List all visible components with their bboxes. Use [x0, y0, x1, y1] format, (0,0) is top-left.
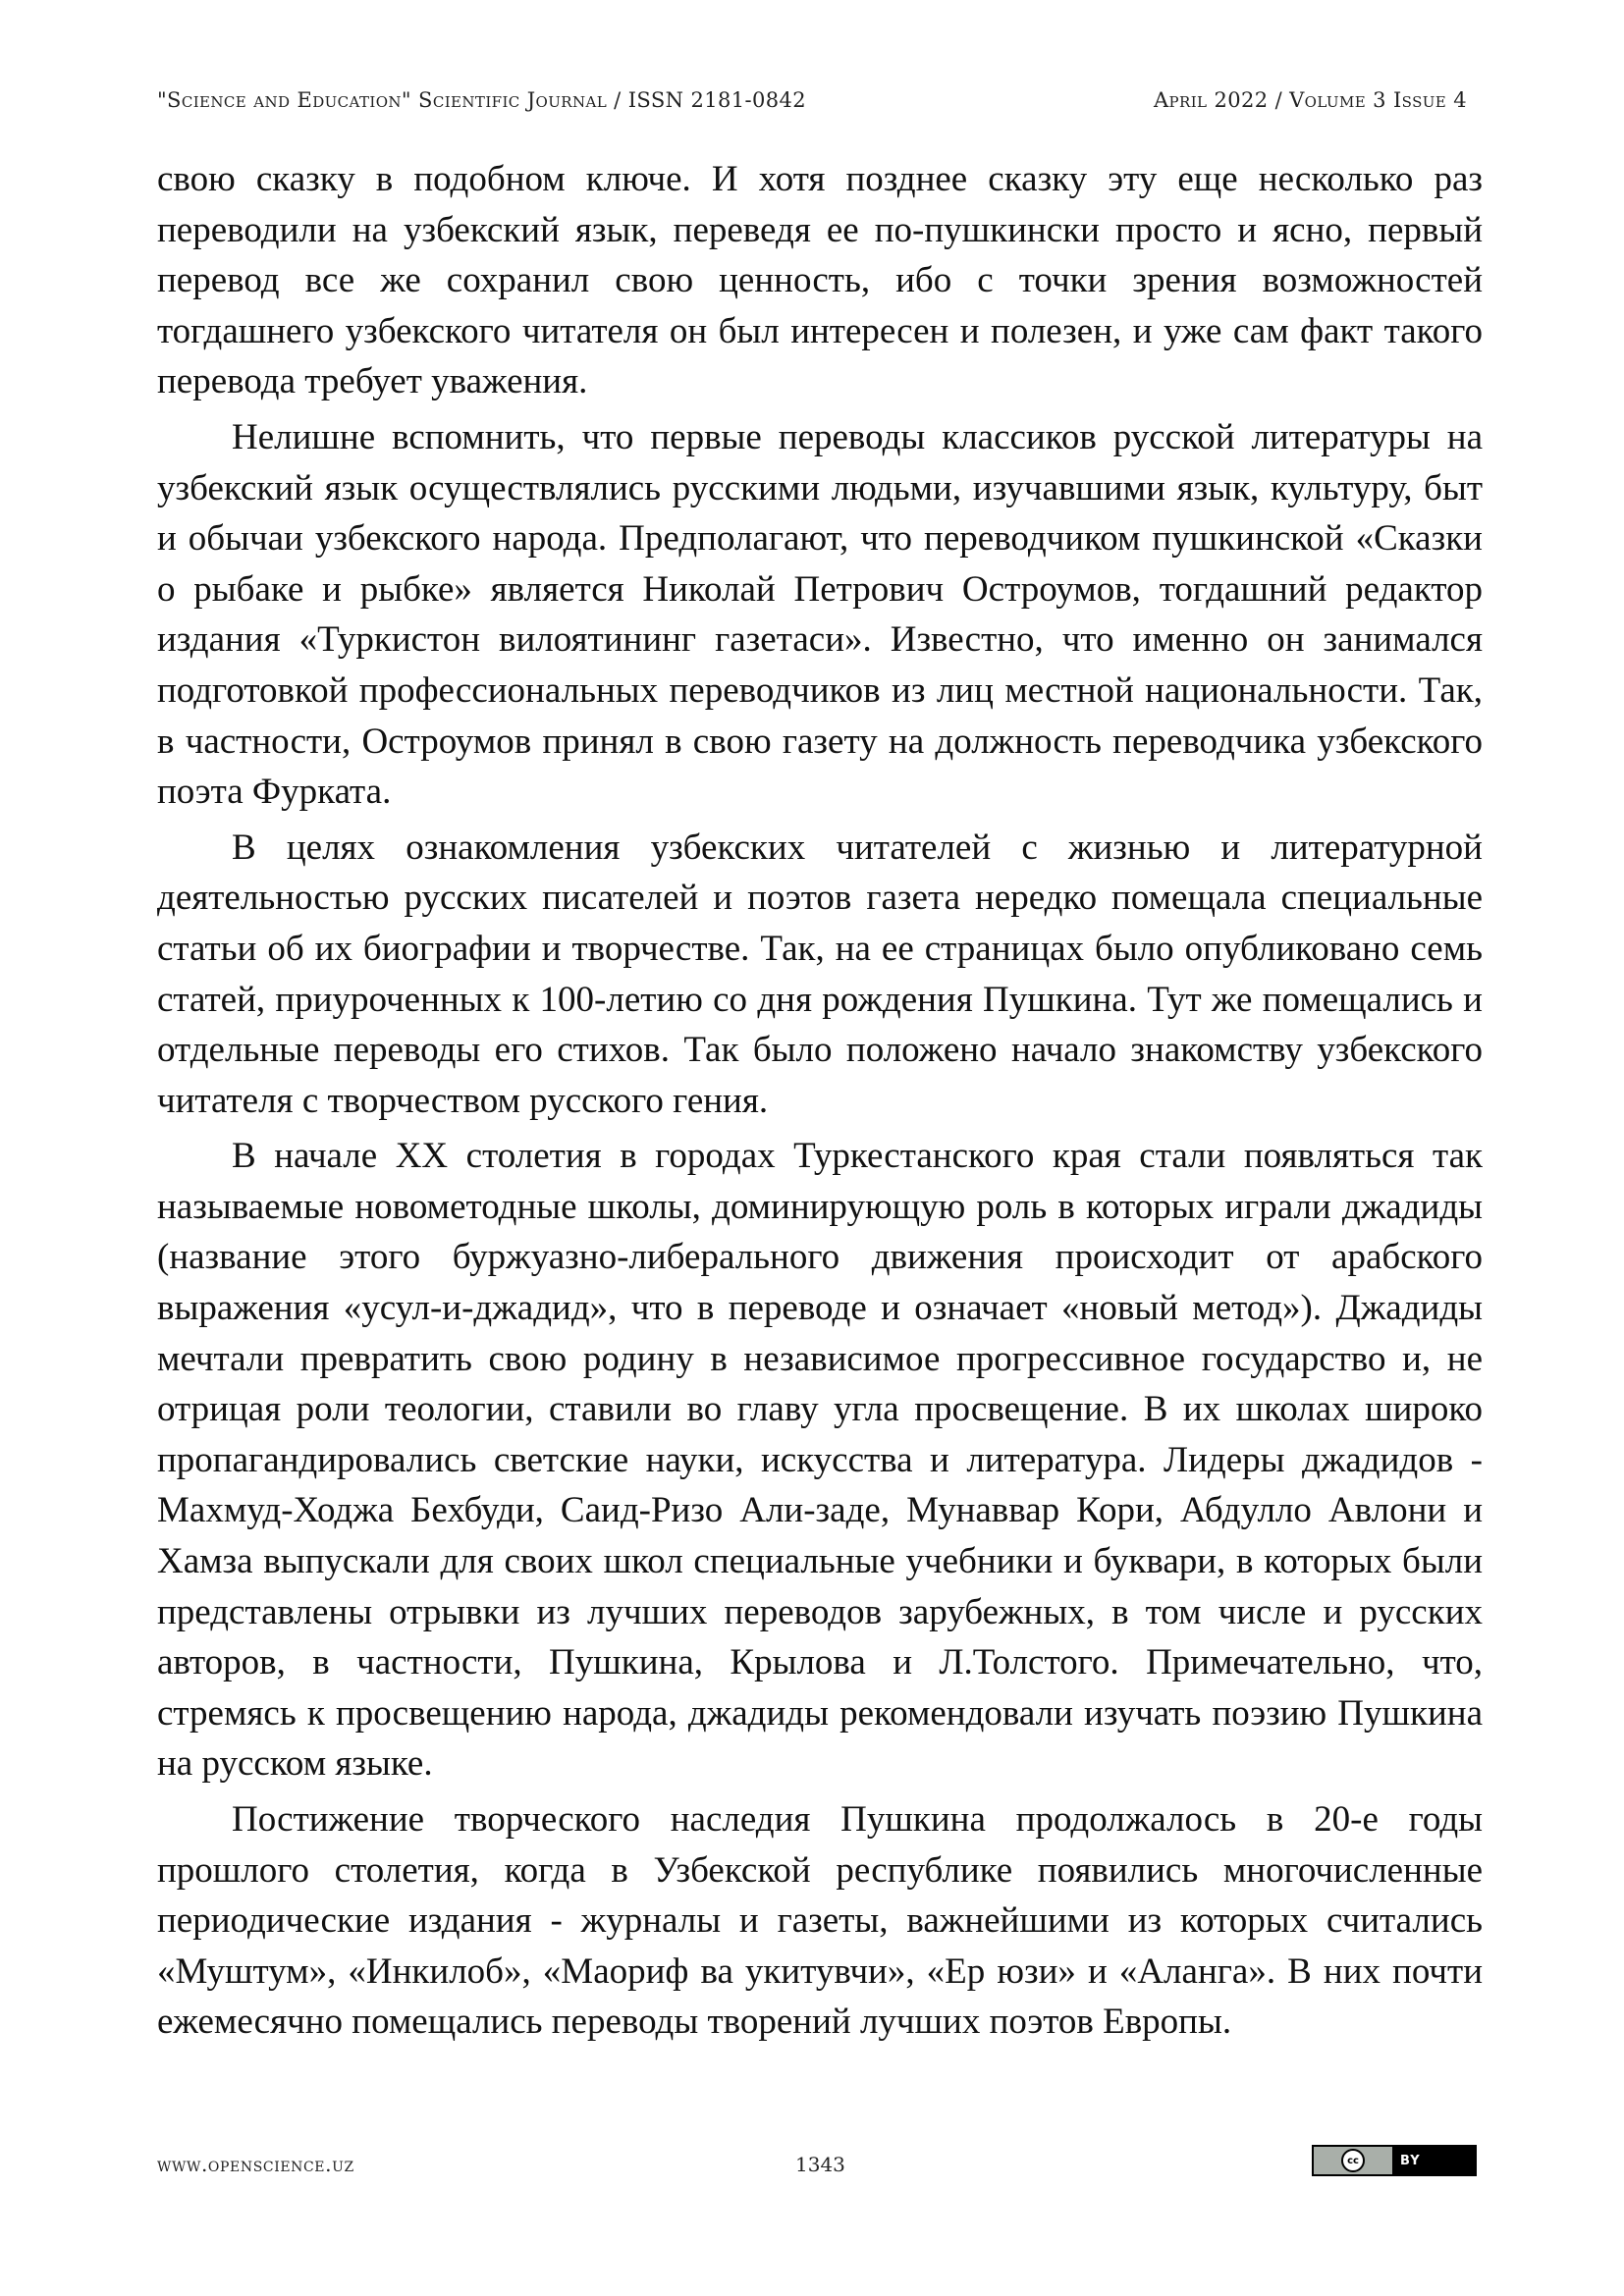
running-footer: [157, 2145, 1477, 2184]
page-number: 1343: [795, 2153, 845, 2176]
cc-by-license-icon[interactable]: [1312, 2145, 1477, 2176]
cc-by-label: BY: [1400, 2153, 1421, 2168]
website-link[interactable]: www.openscience.uz: [157, 2153, 354, 2176]
cc-circle-icon: cc: [1341, 2149, 1365, 2172]
cc-logo-area: [1314, 2147, 1392, 2174]
paragraph-5: Постижение творческого наследия Пушкина продолжалось в 20-е годы прошлого столетия, когда в Узбекской республике появились многочисленные периодические издания - журналы и газеты, важнейшими из которых считались «Муштум», «Инкилоб», «Маориф ва укитувчи», «Ер юзи» и «Аланга». В них почти ежемесячно помещались переводы творений лучших поэтов Европы.: [157, 1799, 1483, 2043]
issue-info: April 2022 / Volume 3 Issue 4: [1153, 88, 1467, 112]
paragraph-4: В начале XX столетия в городах Туркестанского края стали появляться так называемые новометодные школы, доминирующую роль в которых играли джадиды (название этого буржуазно-либерального движения происходит от арабского выражения «усул-и-джадид», что в переводе и означает «новый метод»). Джадиды мечтали превратить свою родину в независимое прогрессивное государство и, не отрицая роли теологии, ставили во главу угла просвещение. В их школах широко пропагандировались светские науки, искусства и литература. Лидеры джадидов - Махмуд-Ходжа Бехбуди, Саид-Ризо Али-заде, Мунаввар Кори, Абдулло Авлони и Хамза выпускали для своих школ специальные учебники и буквари, в которых были представлены отрывки из лучших переводов зарубежных, в том числе и русских авторов, в частности, Пушкина, Крылова и Л.Толстого. Примечательно, что, стремясь к просвещению народа, джадиды рекомендовали изучать поэзию Пушкина на русском языке.: [157, 1136, 1483, 1785]
running-header: [157, 88, 1467, 118]
paragraph-2: Нелишне вспомнить, что первые переводы классиков русской литературы на узбекский язык осуществлялись русскими людьми, изучавшими язык, культуру, быт и обычаи узбекского народа. Предполагают, что переводчиком пушкинской «Сказки о рыбаке и рыбке» является Николай Петрович Остроумов, тогдашний редактор издания «Туркистон вилоятининг газетаси». Известно, что именно он занимался подготовкой профессиональных переводчиков из лиц местной национальности. Так, в частности, Остроумов принял в свою газету на должность переводчика узбекского поэта Фурката.: [157, 416, 1483, 813]
article-body: [157, 154, 1483, 2053]
paragraph-3: В целях ознакомления узбекских читателей с жизнью и литературной деятельностью русских писателей и поэтов газета нередко помещала специальные статьи об их биографии и творчестве. Так, на ее страницах было опубликовано семь статей, приуроченных к 100-летию со дня рождения Пушкина. Тут же помещались и отдельные переводы его стихов. Так было положено начало знакомству узбекского читателя с творчеством русского гения.: [157, 827, 1483, 1121]
paragraph-1: свою сказку в подобном ключе. И хотя позднее сказку эту еще несколько раз переводили на узбекский язык, переведя ее по-пушкински просто и ясно, первый перевод все же сохранил свою ценность, ибо с точки зрения возможностей тогдашнего узбекского читателя он был интересен и полезен, и уже сам факт такого перевода требует уважения.: [157, 159, 1483, 402]
journal-title: "Science and Education" Scientific Journal / ISSN 2181-0842: [157, 88, 807, 112]
